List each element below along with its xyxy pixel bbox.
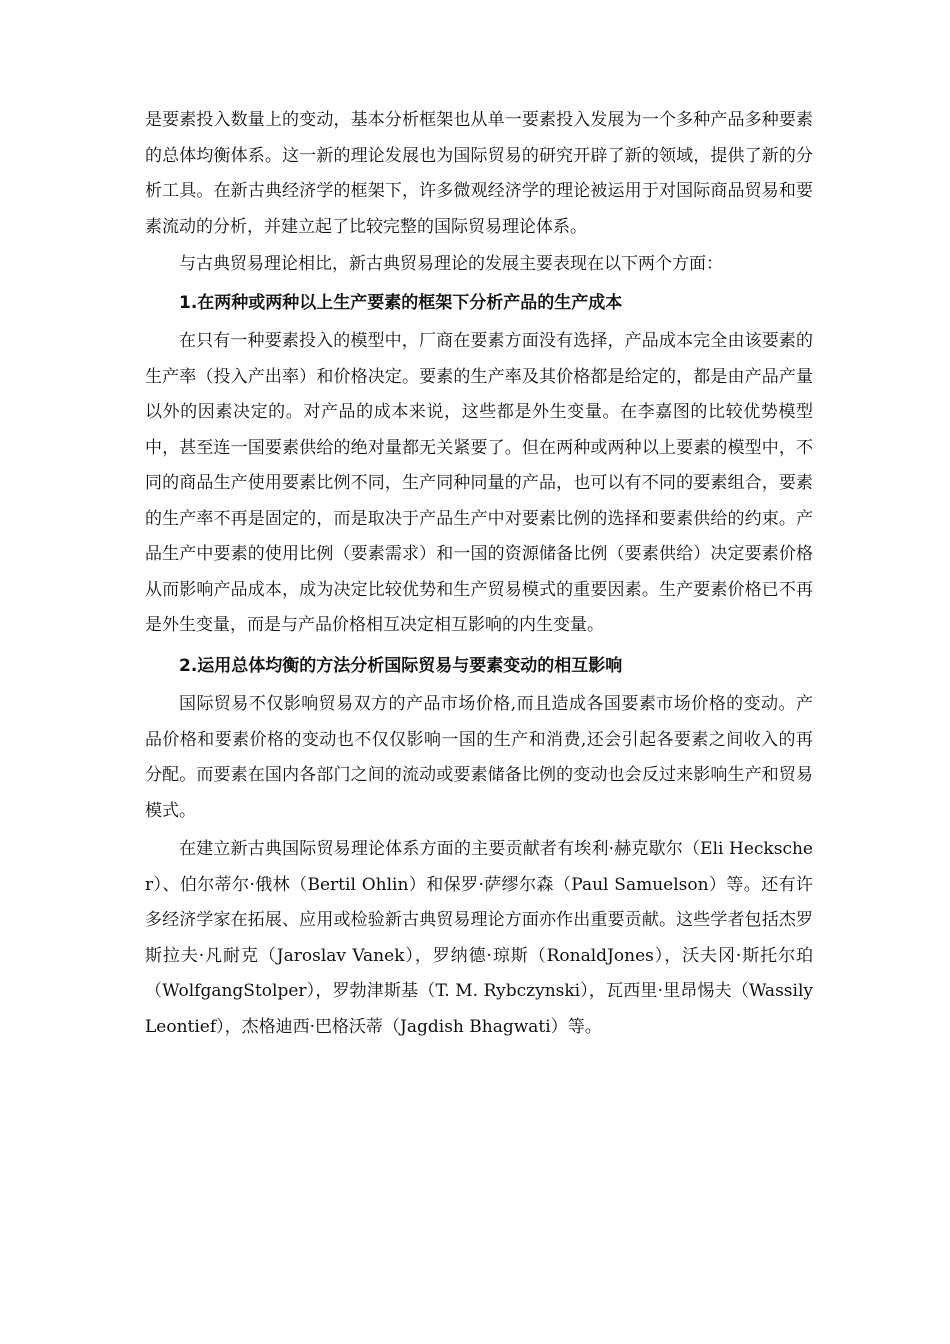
paragraph-general-equilibrium: 国际贸易不仅影响贸易双方的产品市场价格,而且造成各国要素市场价格的变动。产品价格和要素价格的变动也不仅仅影响一国的生产和消费,还会引起各要素之间收入的再分配。而要素在国内各部门之间的流动或要素储备比例的变动也会反过来影响生产和贸易模式。	[145, 694, 813, 821]
section-heading-production-cost: 1.在两种或两种以上生产要素的框架下分析产品的生产成本	[179, 292, 623, 313]
paragraph-intro-continuation: 是要素投入数量上的变动，基本分析框架也从单一要素投入发展为一个多种产品多种要素的总体均衡体系。这一新的理论发展也为国际贸易的研究开辟了新的领域，提供了新的分析工具。在新古典经济学的框架下，许多微观经济学的理论被运用于对国际商品贸易和要素流动的分析，并建立起了比较完整的国际贸易理论体系。	[145, 110, 813, 237]
paragraph-contributors: 在建立新古典国际贸易理论体系方面的主要贡献者有埃利·赫克歇尔（Eli Heckscher）、伯尔蒂尔·俄林（Bertil Ohlin）和保罗·萨缪尔森（Paul Samuelson）等。还有许多经济学家在拓展、应用或检验新古典贸易理论方面亦作出重要贡献。这些学者包括杰罗斯拉夫·凡耐克（Jaroslav Vanek），罗纳德·琼斯（RonaldJones），沃夫冈·斯托尔珀（WolfgangStolper），罗勃津斯基（T. M. Rybczynski），瓦西里·里昂惕夫（WassilyLeontief），杰格迪西·巴格沃蒂（Jagdish Bhagwati）等。	[145, 839, 813, 1037]
paragraph-production-cost: 在只有一种要素投入的模型中，厂商在要素方面没有选择，产品成本完全由该要素的生产率（投入产出率）和价格决定。要素的生产率及其价格都是给定的，都是由产品产量以外的因素决定的。对产品的成本来说，这些都是外生变量。在李嘉图的比较优势模型中，甚至连一国要素供给的绝对量都无关紧要了。但在两种或两种以上要素的模型中，不同的商品生产使用要素比例不同，生产同种同量的产品，也可以有不同的要素组合，要素的生产率不再是固定的，而是取决于产品生产中对要素比例的选择和要素供给的约束。产品生产中要素的使用比例（要素需求）和一国的资源储备比例（要素供给）决定要素价格从而影响产品成本，成为决定比较优势和生产贸易模式的重要因素。生产要素价格已不再是外生变量，而是与产品价格相互决定相互影响的内生变量。	[145, 331, 813, 635]
section-heading-general-equilibrium: 2.运用总体均衡的方法分析国际贸易与要素变动的相互影响	[179, 655, 623, 676]
document-body	[145, 103, 813, 1045]
paragraph-comparison-lead: 与古典贸易理论相比，新古典贸易理论的发展主要表现在以下两个方面：	[179, 254, 723, 274]
